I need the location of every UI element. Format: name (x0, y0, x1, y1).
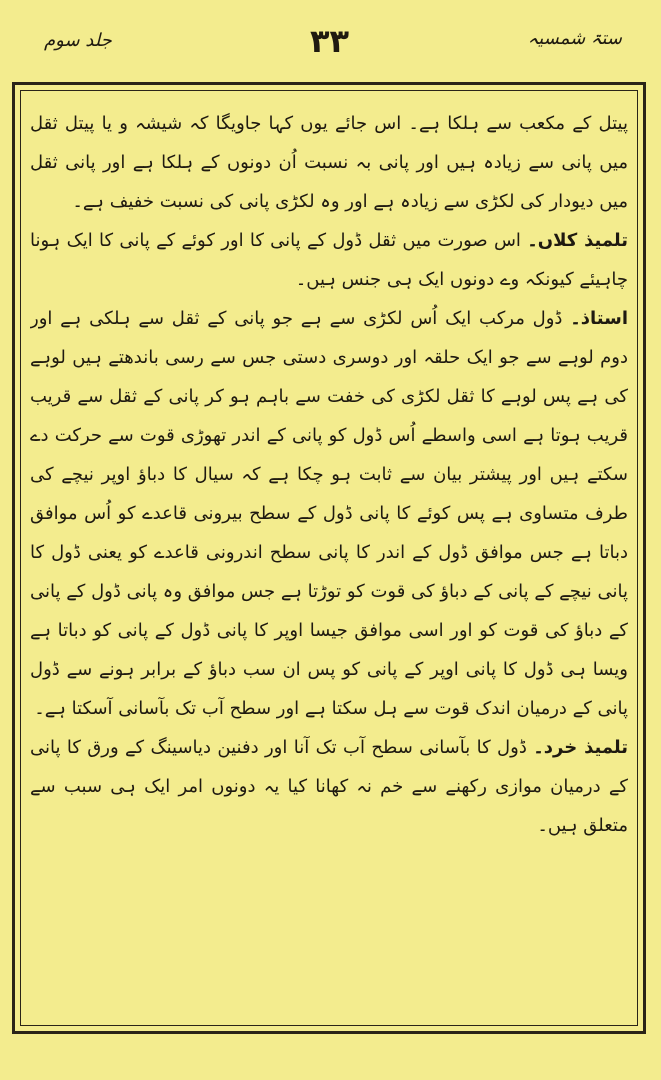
volume-label: جلد سوم (44, 30, 112, 51)
paragraph-1-text: پیتل کے مکعب سے ہلکا ہے۔ اس جائے یوں کہا جاویگا کہ شیشہ و یا پیتل ثقل میں پانی سے زیادہ ہیں اور پانی بہ نسبت اُن دونوں کے ہلکا ہے اور پانی ثقل میں دیودار کی لکڑی سے زیادہ ہے اور وہ لکڑی پانی کی نسبت خفیف ہے۔ (30, 113, 628, 212)
paragraph-4 (30, 728, 628, 845)
paragraph-2-text: اس صورت میں ثقل ڈول کے پانی کا اور کوئے کے پانی کا ایک ہونا چاہیئے کیونکہ وے دونوں ایک ہی جنس ہیں۔ (30, 230, 628, 290)
page-number: ۳۳ (310, 22, 350, 60)
paragraph-3 (30, 299, 628, 728)
page-header (20, 20, 640, 70)
speaker-label: تلمیذ خرد۔ (533, 737, 628, 758)
book-title: ستۃ شمسیہ (527, 28, 622, 49)
speaker-label: تلمیذ کلاں۔ (527, 230, 628, 251)
paragraph-3-text: ڈول مرکب ایک اُس لکڑی سے ہے جو پانی کے ثقل سے ہلکی ہے اور دوم لوہے سے جو ایک حلقہ اور دوسری دستی جس سے رسی باندھتے ہیں لوہے کی ہے پس لوہے کا ثقل لکڑی کی خفت سے باہم ہو کر پانی کے ثقل سے قریب قریب ہوتا ہے اسی واسطے اُس ڈول کو پانی کے اندر تھوڑی قوت سے حرکت دے سکتے ہیں اور پیشتر بیان سے ثابت ہو چکا ہے کہ سیال کا دباؤ اوپر نیچے کی طرف متساوی ہے پس کوئے کا پانی ڈول کے سطح بیرونی قاعدے کو اُس موافق دباتا ہے جس موافق ڈول کے اندر کا پانی سطح اندرونی قاعدے کو یعنی ڈول کا پانی نیچے کے پانی کے دباؤ کی قوت کو توڑتا ہے جس موافق وہ پانی ڈول کے پانی کے دباؤ کی قوت کو اور اسی موافق جیسا اوپر کا پانی ڈول کے پانی کو دباتا ہے ویسا ہی ڈول کا پانی اوپر کے پانی کو پس ان سب دباؤ کے برابر ہونے سے ڈول پانی کے درمیان اندک قوت سے ہل سکتا ہے اور سطح آب تک بآسانی آسکتا ہے۔ (30, 308, 628, 719)
page-body (30, 104, 628, 1014)
paragraph-2 (30, 221, 628, 299)
speaker-label: استاذ۔ (570, 308, 628, 329)
paragraph-4-text: ڈول کا بآسانی سطح آب تک آنا اور دفنین دیاسینگ کے ورق کا پانی کے درمیان موازی رکھنے سے خم نہ کھانا کیا یہ دونوں امر ایک ہی سبب سے متعلق ہیں۔ (30, 737, 628, 836)
paragraph-1 (30, 104, 628, 221)
